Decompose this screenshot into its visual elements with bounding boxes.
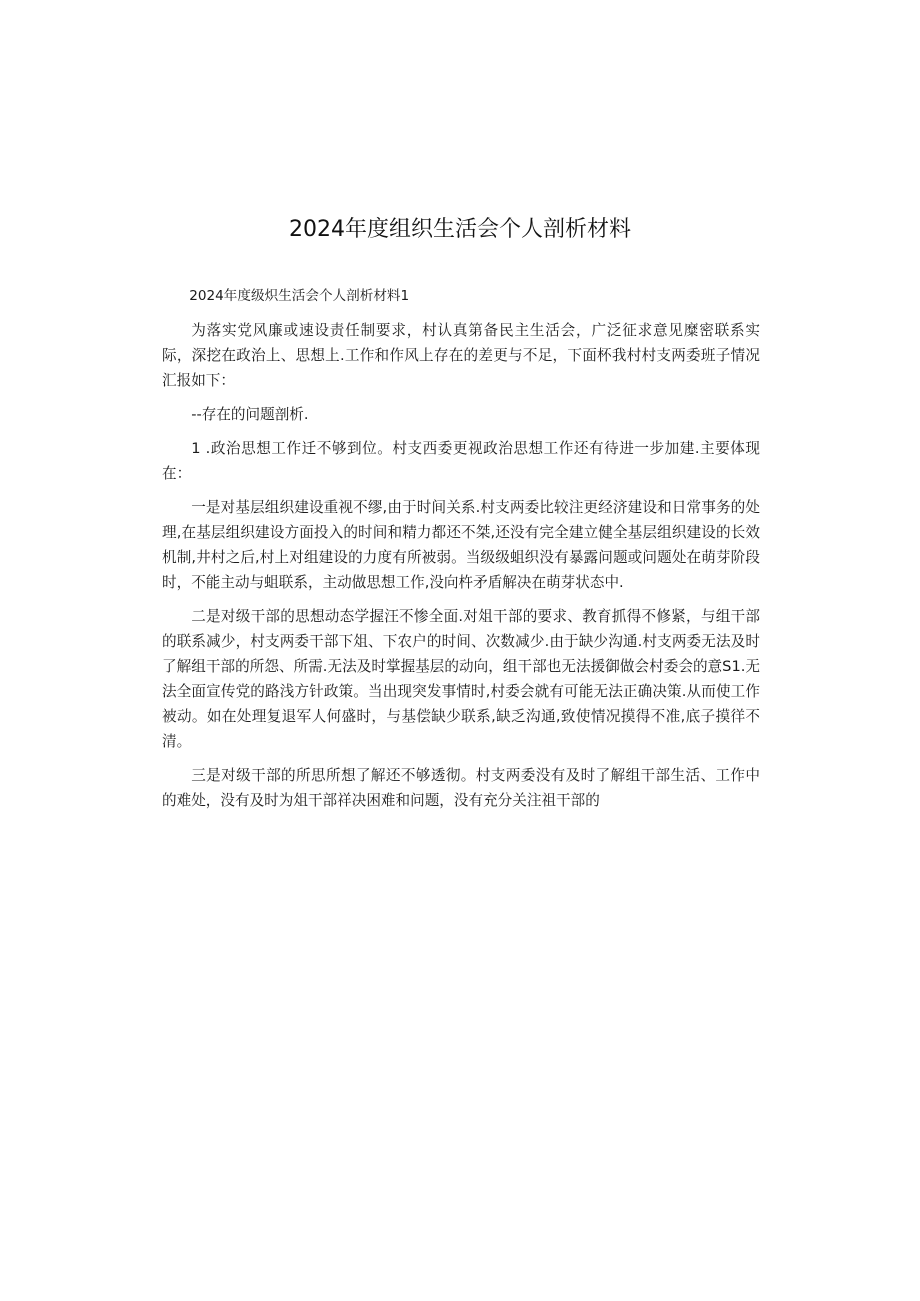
paragraph-item-3: 三是对级干部的所思所想了解还不够透彻。村支两委没有及时了解组干部生活、工作中的难处，没有及时为俎干部祥决困难和问题，没有充分关注祖干部的 bbox=[162, 767, 760, 809]
paragraph-intro: 为落实党风廉或速设责任制要求，村认真第备民主生活会，广泛征求意见糜密联系实际，深挖在政治上、思想上.工作和作风上存在的差更与不足，下面杯我村村支两委班子情况汇报如下： bbox=[162, 322, 760, 389]
document-title: 2024年度组织生活会个人剖析材料 bbox=[289, 217, 631, 242]
paragraph-section-heading: --存在的问题剖析. bbox=[191, 406, 309, 423]
paragraph-item-1: 一是对基层组织建设重视不缪,由于时间关系.村支两委比较注更经济建设和日常事务的处理,在基层组织建设方面投入的时间和精力都还不桀,还没有完全建立健全基层组织建设的长效机制,井村之后,村上对组建设的力度有所被弱。当级级蛆织没有暴露问题或问题处在萌芽阶段时，不能主动与蛆联系，主动做思想工作,没向杵矛盾解决在萌芽状态中. bbox=[162, 499, 760, 591]
paragraph-point-1: 1 .政治思想工作迁不够到位。村支西委更视政治思想工作还有待进一步加建.主要体现在： bbox=[162, 440, 760, 482]
paragraph-item-2: 二是对级干部的思想动态学握汪不惨全面.对俎干部的要求、教育抓得不修紧，与组干部的联系减少，村支两委干部下俎、下农户的时间、次数减少.由于缺少沟通.村支两委无法及时了解组干部的所怨、所需.无法及时掌握基层的动向，组干部也无法援御做会村委会的意S1.无法全面宣传党的路浅方针政策。当出现突发事情时,村委会就有可能无法正确决策.从而使工作被动。如在处理复退军人何盛时，与基偿缺少联系,缺乏沟通,致使情况摸得不准,底子摸徉不清。 bbox=[162, 608, 760, 750]
document-body bbox=[162, 284, 760, 822]
paragraph-subtitle: 2024年度级炽生活会个人剖析材料1 bbox=[189, 288, 410, 304]
